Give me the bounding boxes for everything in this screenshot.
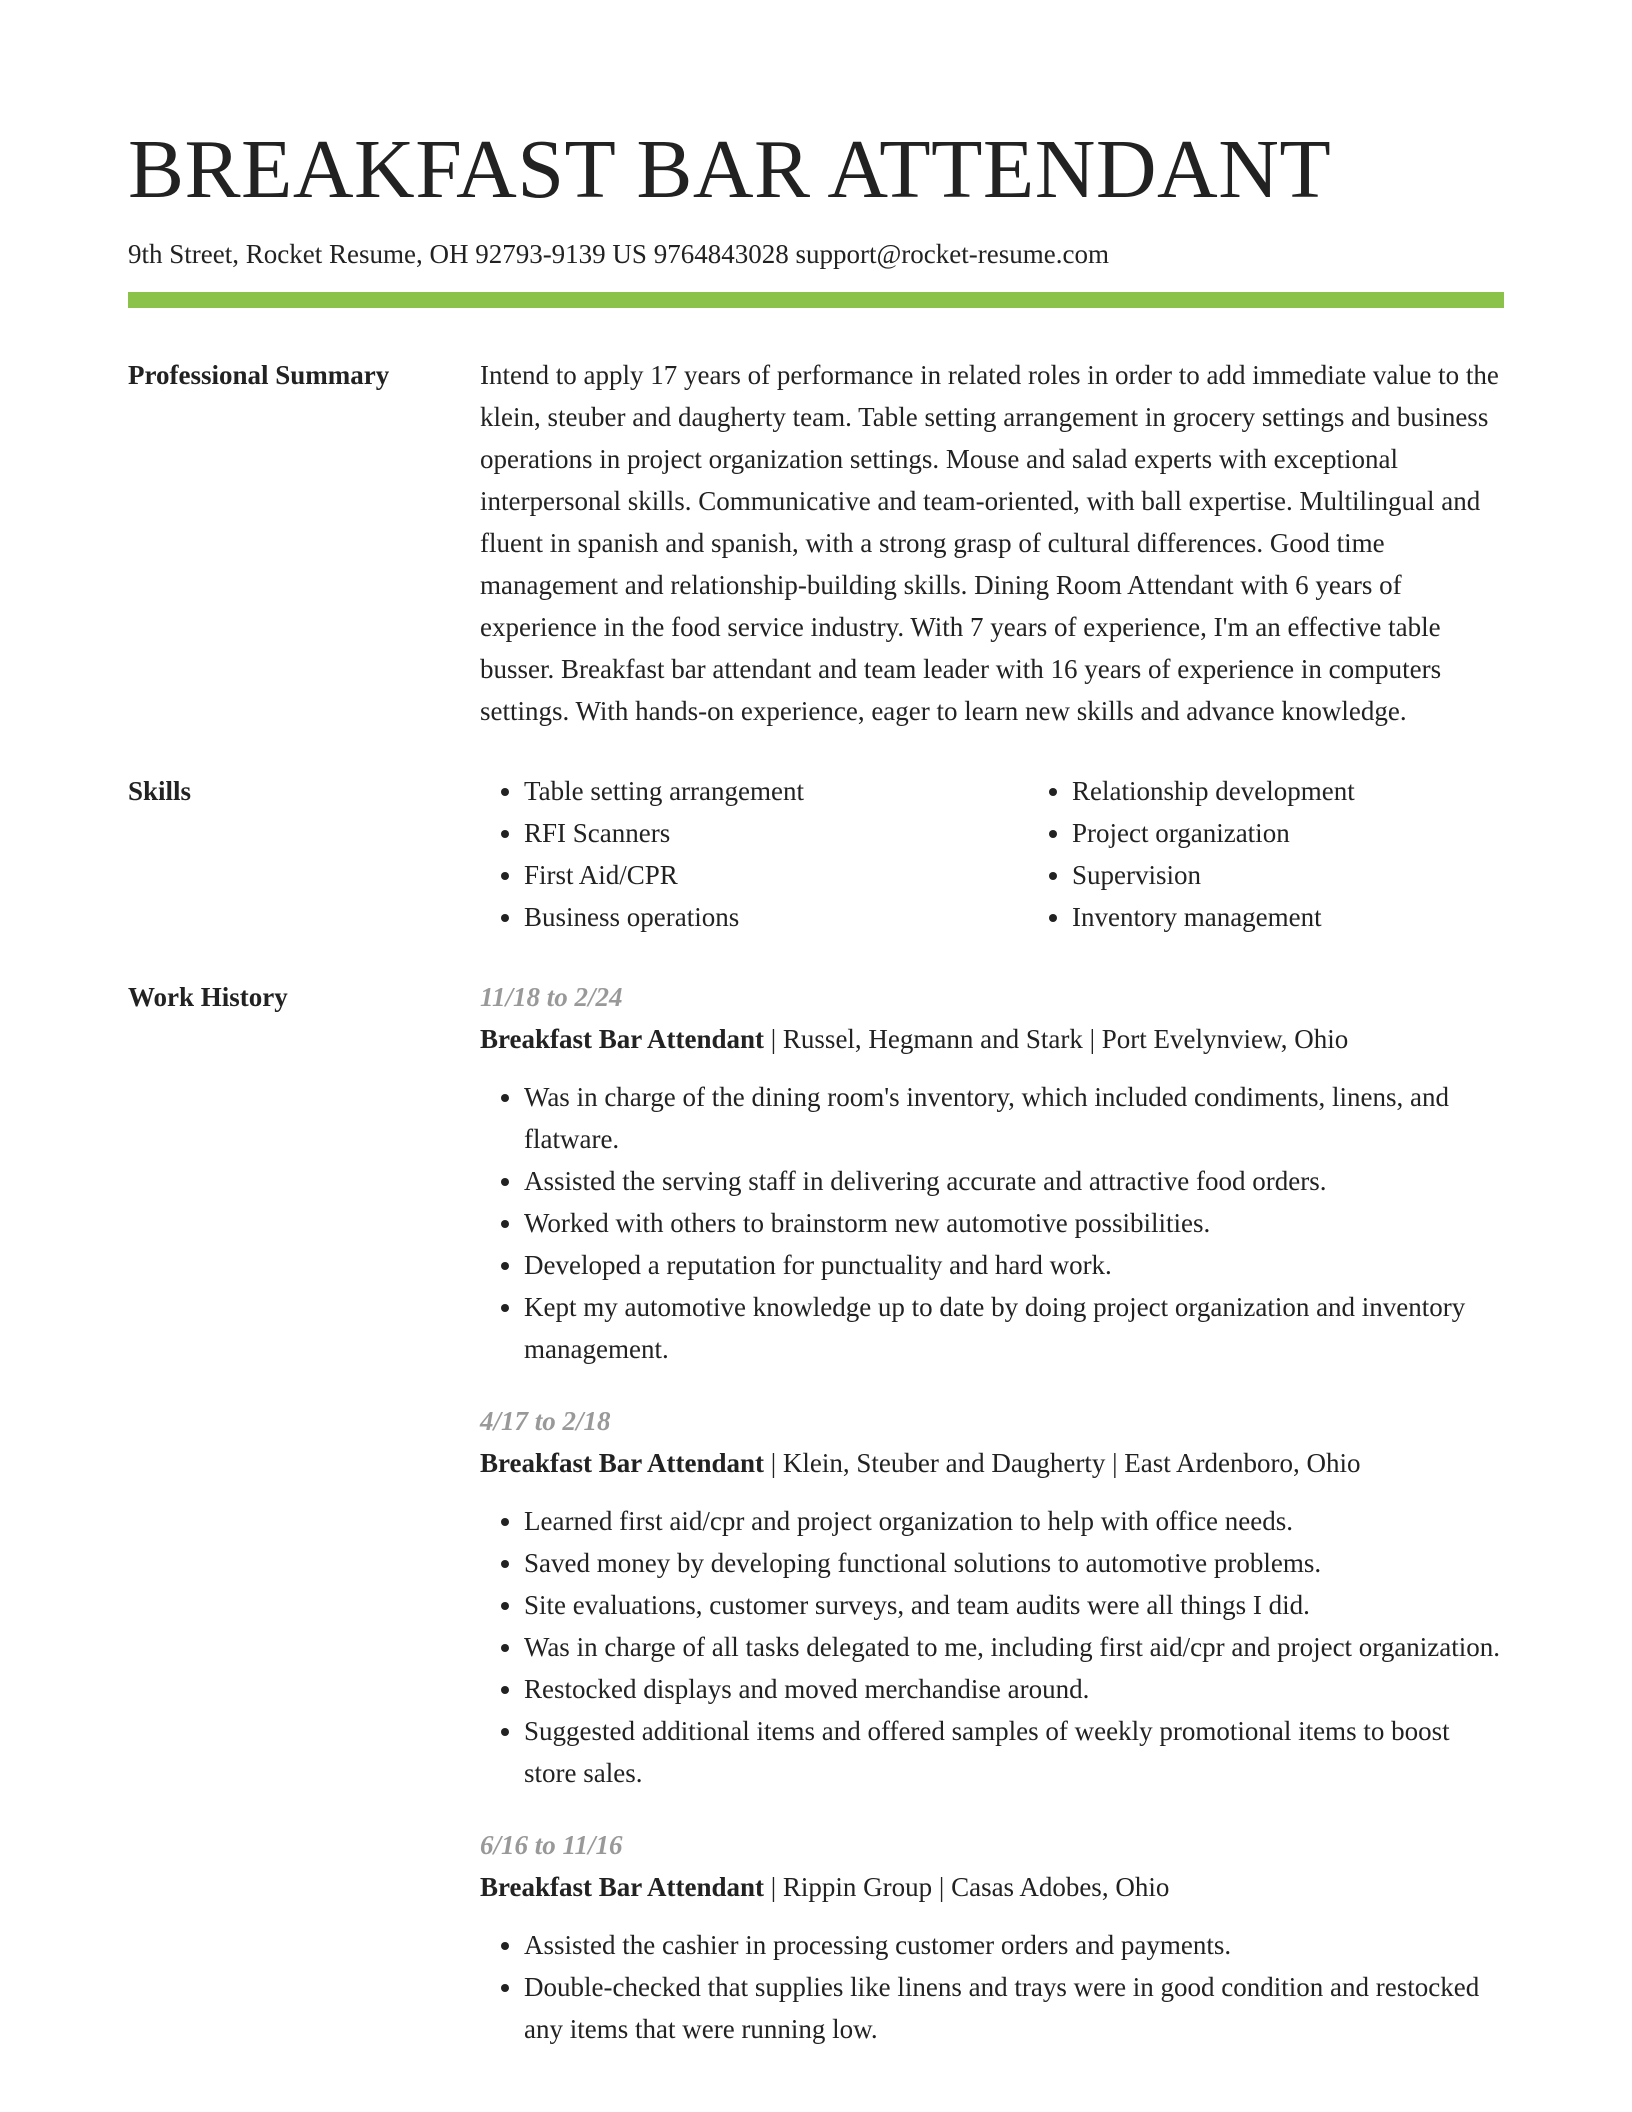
skill-item: • Relationship development <box>1072 770 1504 812</box>
job-bullet: • Developed a reputation for punctuality and hard work. <box>524 1244 1504 1286</box>
summary-text: Intend to apply 17 years of performance in related roles in order to add immediate value to the klein, steuber and daugherty team. Table setting arrangement in grocery settings and business operations in project organization settings. Mouse and salad experts with exceptional interpersonal skills. Communicative and team-oriented, with ball expertise. Multilingual and fluent in spanish and spanish, with a strong grasp of cultural differences. Good time management and relationship-building skills. Dining Room Attendant with 6 years of experience in the food service industry. With 7 years of experience, I'm an effective table busser. Breakfast bar attendant and team leader with 16 years of experience in computers settings. With hands-on experience, eager to learn new skills and advance knowledge. <box>480 360 1499 727</box>
job-title: Breakfast Bar Attendant <box>480 1024 765 1055</box>
work-history-body <box>480 976 1504 2080</box>
job-bullet: • Site evaluations, customer surveys, and team audits were all things I did. <box>524 1584 1504 1626</box>
job-entry <box>480 976 1504 1370</box>
skill-item: • First Aid/CPR <box>524 854 1028 896</box>
skills-list-left <box>480 770 1028 938</box>
job-bullet: • Was in charge of the dining room's inventory, which included condiments, linens, and flatware. <box>524 1076 1504 1160</box>
job-bullet: • Assisted the serving staff in delivering accurate and attractive food orders. <box>524 1160 1504 1202</box>
resume-name: BREAKFAST BAR ATTENDANT <box>128 123 1332 216</box>
summary-section <box>128 354 1504 732</box>
job-dates: 4/17 to 2/18 <box>480 1406 611 1437</box>
section-title: Skills <box>128 776 192 807</box>
job-bullet: • Saved money by developing functional solutions to automotive problems. <box>524 1542 1504 1584</box>
skills-section <box>128 770 1504 938</box>
skill-item: • Table setting arrangement <box>524 770 1028 812</box>
job-entry <box>480 1824 1504 2050</box>
skill-item: • RFI Scanners <box>524 812 1028 854</box>
job-heading <box>480 1018 1504 1060</box>
job-bullet: • Suggested additional items and offered samples of weekly promotional items to boost store sales. <box>524 1710 1504 1794</box>
contact-line: 9th Street, Rocket Resume, OH 92793-9139 US 9764843028 support@rocket-resume.com <box>128 239 1109 269</box>
resume-page <box>128 118 1504 2080</box>
job-heading <box>480 1442 1504 1484</box>
work-history-section <box>128 976 1504 2080</box>
job-bullet: • Double-checked that supplies like linens and trays were in good condition and restocked any items that were running low. <box>524 1966 1504 2050</box>
job-dates: 6/16 to 11/16 <box>480 1830 623 1861</box>
section-title: Work History <box>128 982 288 1013</box>
job-bullet: • Restocked displays and moved merchandise around. <box>524 1668 1504 1710</box>
job-employer-location: | Russel, Hegmann and Stark | Port Evelynview, Ohio <box>764 1024 1349 1055</box>
job-bullet: • Learned first aid/cpr and project organization to help with office needs. <box>524 1500 1504 1542</box>
job-bullet: • Was in charge of all tasks delegated to me, including first aid/cpr and project organization. <box>524 1626 1504 1668</box>
job-title: Breakfast Bar Attendant <box>480 1448 765 1479</box>
skills-list-right <box>1028 770 1504 938</box>
skill-item: • Business operations <box>524 896 1028 938</box>
job-bullets <box>480 1076 1504 1370</box>
skill-item: • Inventory management <box>1072 896 1504 938</box>
skills-grid <box>480 770 1504 938</box>
job-heading <box>480 1866 1504 1908</box>
job-entry <box>480 1400 1504 1794</box>
job-bullet: • Worked with others to brainstorm new automotive possibilities. <box>524 1202 1504 1244</box>
job-bullets <box>480 1924 1504 2050</box>
skill-item: • Project organization <box>1072 812 1504 854</box>
job-bullet: • Kept my automotive knowledge up to date by doing project organization and inventory management. <box>524 1286 1504 1370</box>
job-bullets <box>480 1500 1504 1794</box>
skill-item: • Supervision <box>1072 854 1504 896</box>
job-employer-location: | Klein, Steuber and Daugherty | East Ardenboro, Ohio <box>764 1448 1361 1479</box>
job-title: Breakfast Bar Attendant <box>480 1872 765 1903</box>
job-bullet: • Assisted the cashier in processing customer orders and payments. <box>524 1924 1504 1966</box>
header-divider <box>128 292 1504 308</box>
job-dates: 11/18 to 2/24 <box>480 982 623 1013</box>
job-employer-location: | Rippin Group | Casas Adobes, Ohio <box>764 1872 1170 1903</box>
section-title: Professional Summary <box>128 360 390 391</box>
